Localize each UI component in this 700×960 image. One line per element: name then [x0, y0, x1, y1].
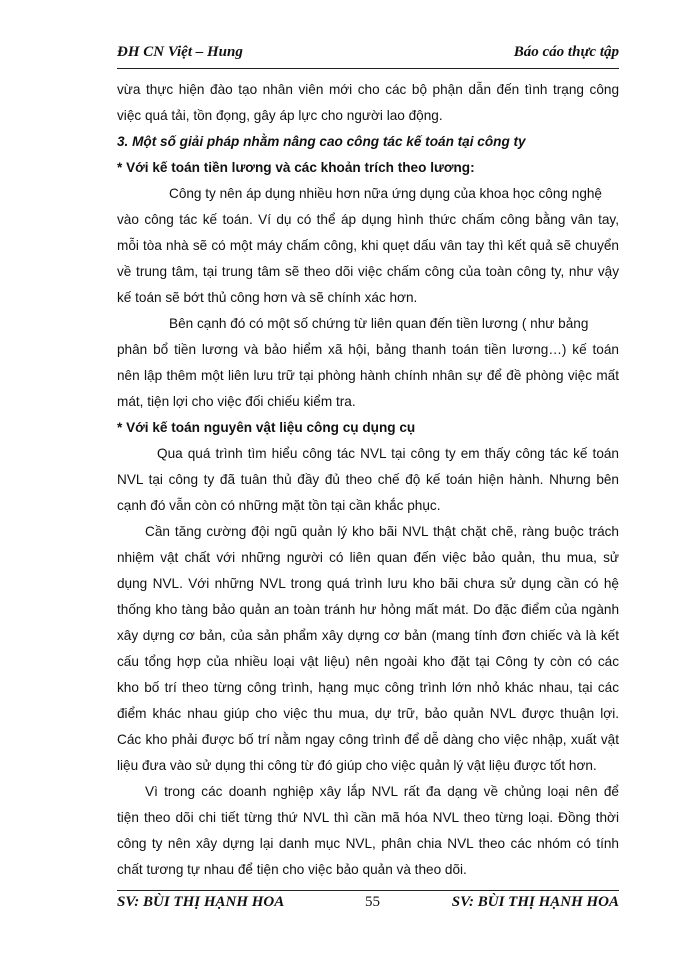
- footer-student-name-right: SV: BÙI THỊ HẠNH HOA: [451, 894, 619, 910]
- text-line: vừa thực hiện đào tạo nhân viên mới cho các bộ phận dẫn đến tình trạng công: [117, 82, 619, 97]
- text-line: việc quá tải, tồn đọng, gây áp lực cho người lao động.: [117, 108, 443, 123]
- text-line: phân bổ tiền lương và bảo hiểm xã hội, bảng thanh toán tiền lương…) kế toán: [117, 342, 619, 357]
- page-number: 55: [365, 894, 380, 910]
- section-heading: * Với kế toán nguyên vật liệu công cụ dụng cụ: [117, 420, 416, 435]
- text-line: xây dựng cơ bản, của sản phẩm xây dựng cơ bản (mang tính đơn chiếc và là kết: [117, 628, 619, 643]
- text-line: chất tương tự nhau để tiện cho việc bảo quản và theo dõi.: [117, 862, 467, 877]
- text-line: cấu tổng hợp của nhiều loại vật liệu) nên ngoài kho đặt tại Công ty còn có các: [117, 654, 619, 669]
- text-line: mỗi tòa nhà sẽ có một máy chấm công, khi quẹt dấu vân tay thì kết quả sẽ chuyển: [117, 238, 619, 253]
- text-line: NVL tại công ty đã tuân thủ đầy đủ theo chế độ kế toán hiện hành. Nhưng bên: [117, 472, 619, 487]
- text-line: cạnh đó vẫn còn có những mặt tồn tại cần khắc phục.: [117, 498, 441, 513]
- text-line: nhiệm vật chất với những người có liên quan đến việc bảo quản, thu mua, sử: [117, 550, 619, 565]
- text-line: dụng NVL. Với những NVL trong quá trình lưu kho bãi chưa sử dụng cần có hệ: [117, 576, 619, 591]
- text-line: về trung tâm, tại trung tâm sẽ theo dõi việc chấm công của toàn công ty, như vậy: [117, 264, 619, 279]
- document-body: [117, 77, 619, 883]
- page-footer: [117, 890, 619, 917]
- text-line: Qua quá trình tìm hiểu công tác NVL tại công ty em thấy công tác kế toán: [157, 446, 619, 461]
- text-line: điểm khác nhau giúp cho việc thu mua, dự trữ, bảo quản NVL được thuận lợi.: [117, 706, 619, 721]
- text-line: liệu đưa vào sử dụng thi công từ đó giúp cho việc quản lý vật liệu được tốt hơn.: [117, 758, 597, 773]
- header-report-title: Báo cáo thực tập: [513, 44, 619, 60]
- text-line: công ty nên xây dựng lại danh mục NVL, phân chia NVL theo các nhóm có tính: [117, 836, 619, 851]
- text-line: kho bố trí theo từng công trình, hạng mục công trình lớn nhỏ khác nhau, tại các: [117, 680, 619, 695]
- text-line: Vì trong các doanh nghiệp xây lắp NVL rất đa dạng về chủng loại nên để: [145, 784, 619, 799]
- text-line: mát, tiện lợi cho việc đối chiếu kiểm tra.: [117, 394, 356, 409]
- text-line: Cần tăng cường đội ngũ quản lý kho bãi NVL thật chặt chẽ, ràng buộc trách: [145, 524, 619, 539]
- text-line: Các kho phải được bố trí nằm ngay công trình để dễ dàng cho việc nhập, xuất vật: [117, 732, 619, 747]
- section-heading: * Với kế toán tiền lương và các khoản trích theo lương:: [117, 160, 475, 175]
- section-heading: 3. Một số giải pháp nhằm nâng cao công tác kế toán tại công ty: [117, 134, 526, 149]
- text-line: nên lập thêm một liên lưu trữ tại phòng hành chính nhân sự để đề phòng việc mất: [117, 368, 619, 383]
- text-line: thống kho tàng bảo quản an toàn tránh hư hỏng mất mát. Do đặc điểm của ngành: [117, 602, 619, 617]
- text-line: Công ty nên áp dụng nhiều hơn nữa ứng dụng của khoa học công nghệ: [169, 186, 602, 201]
- header-university: ĐH CN Việt – Hung: [117, 44, 243, 60]
- text-line: tiện theo dõi chi tiết từng thứ NVL thì cần mã hóa NVL theo từng loại. Đồng thời: [117, 810, 619, 825]
- page-header: [117, 42, 619, 69]
- text-line: Bên cạnh đó có một số chứng từ liên quan đến tiền lương ( như bảng: [169, 316, 589, 331]
- text-line: vào công tác kế toán. Ví dụ có thể áp dụng hình thức chấm công bằng vân tay,: [117, 212, 619, 227]
- footer-student-name-left: SV: BÙI THỊ HẠNH HOA: [117, 894, 285, 910]
- text-line: kế toán sẽ bớt thủ công hơn và sẽ chính xác hơn.: [117, 290, 418, 305]
